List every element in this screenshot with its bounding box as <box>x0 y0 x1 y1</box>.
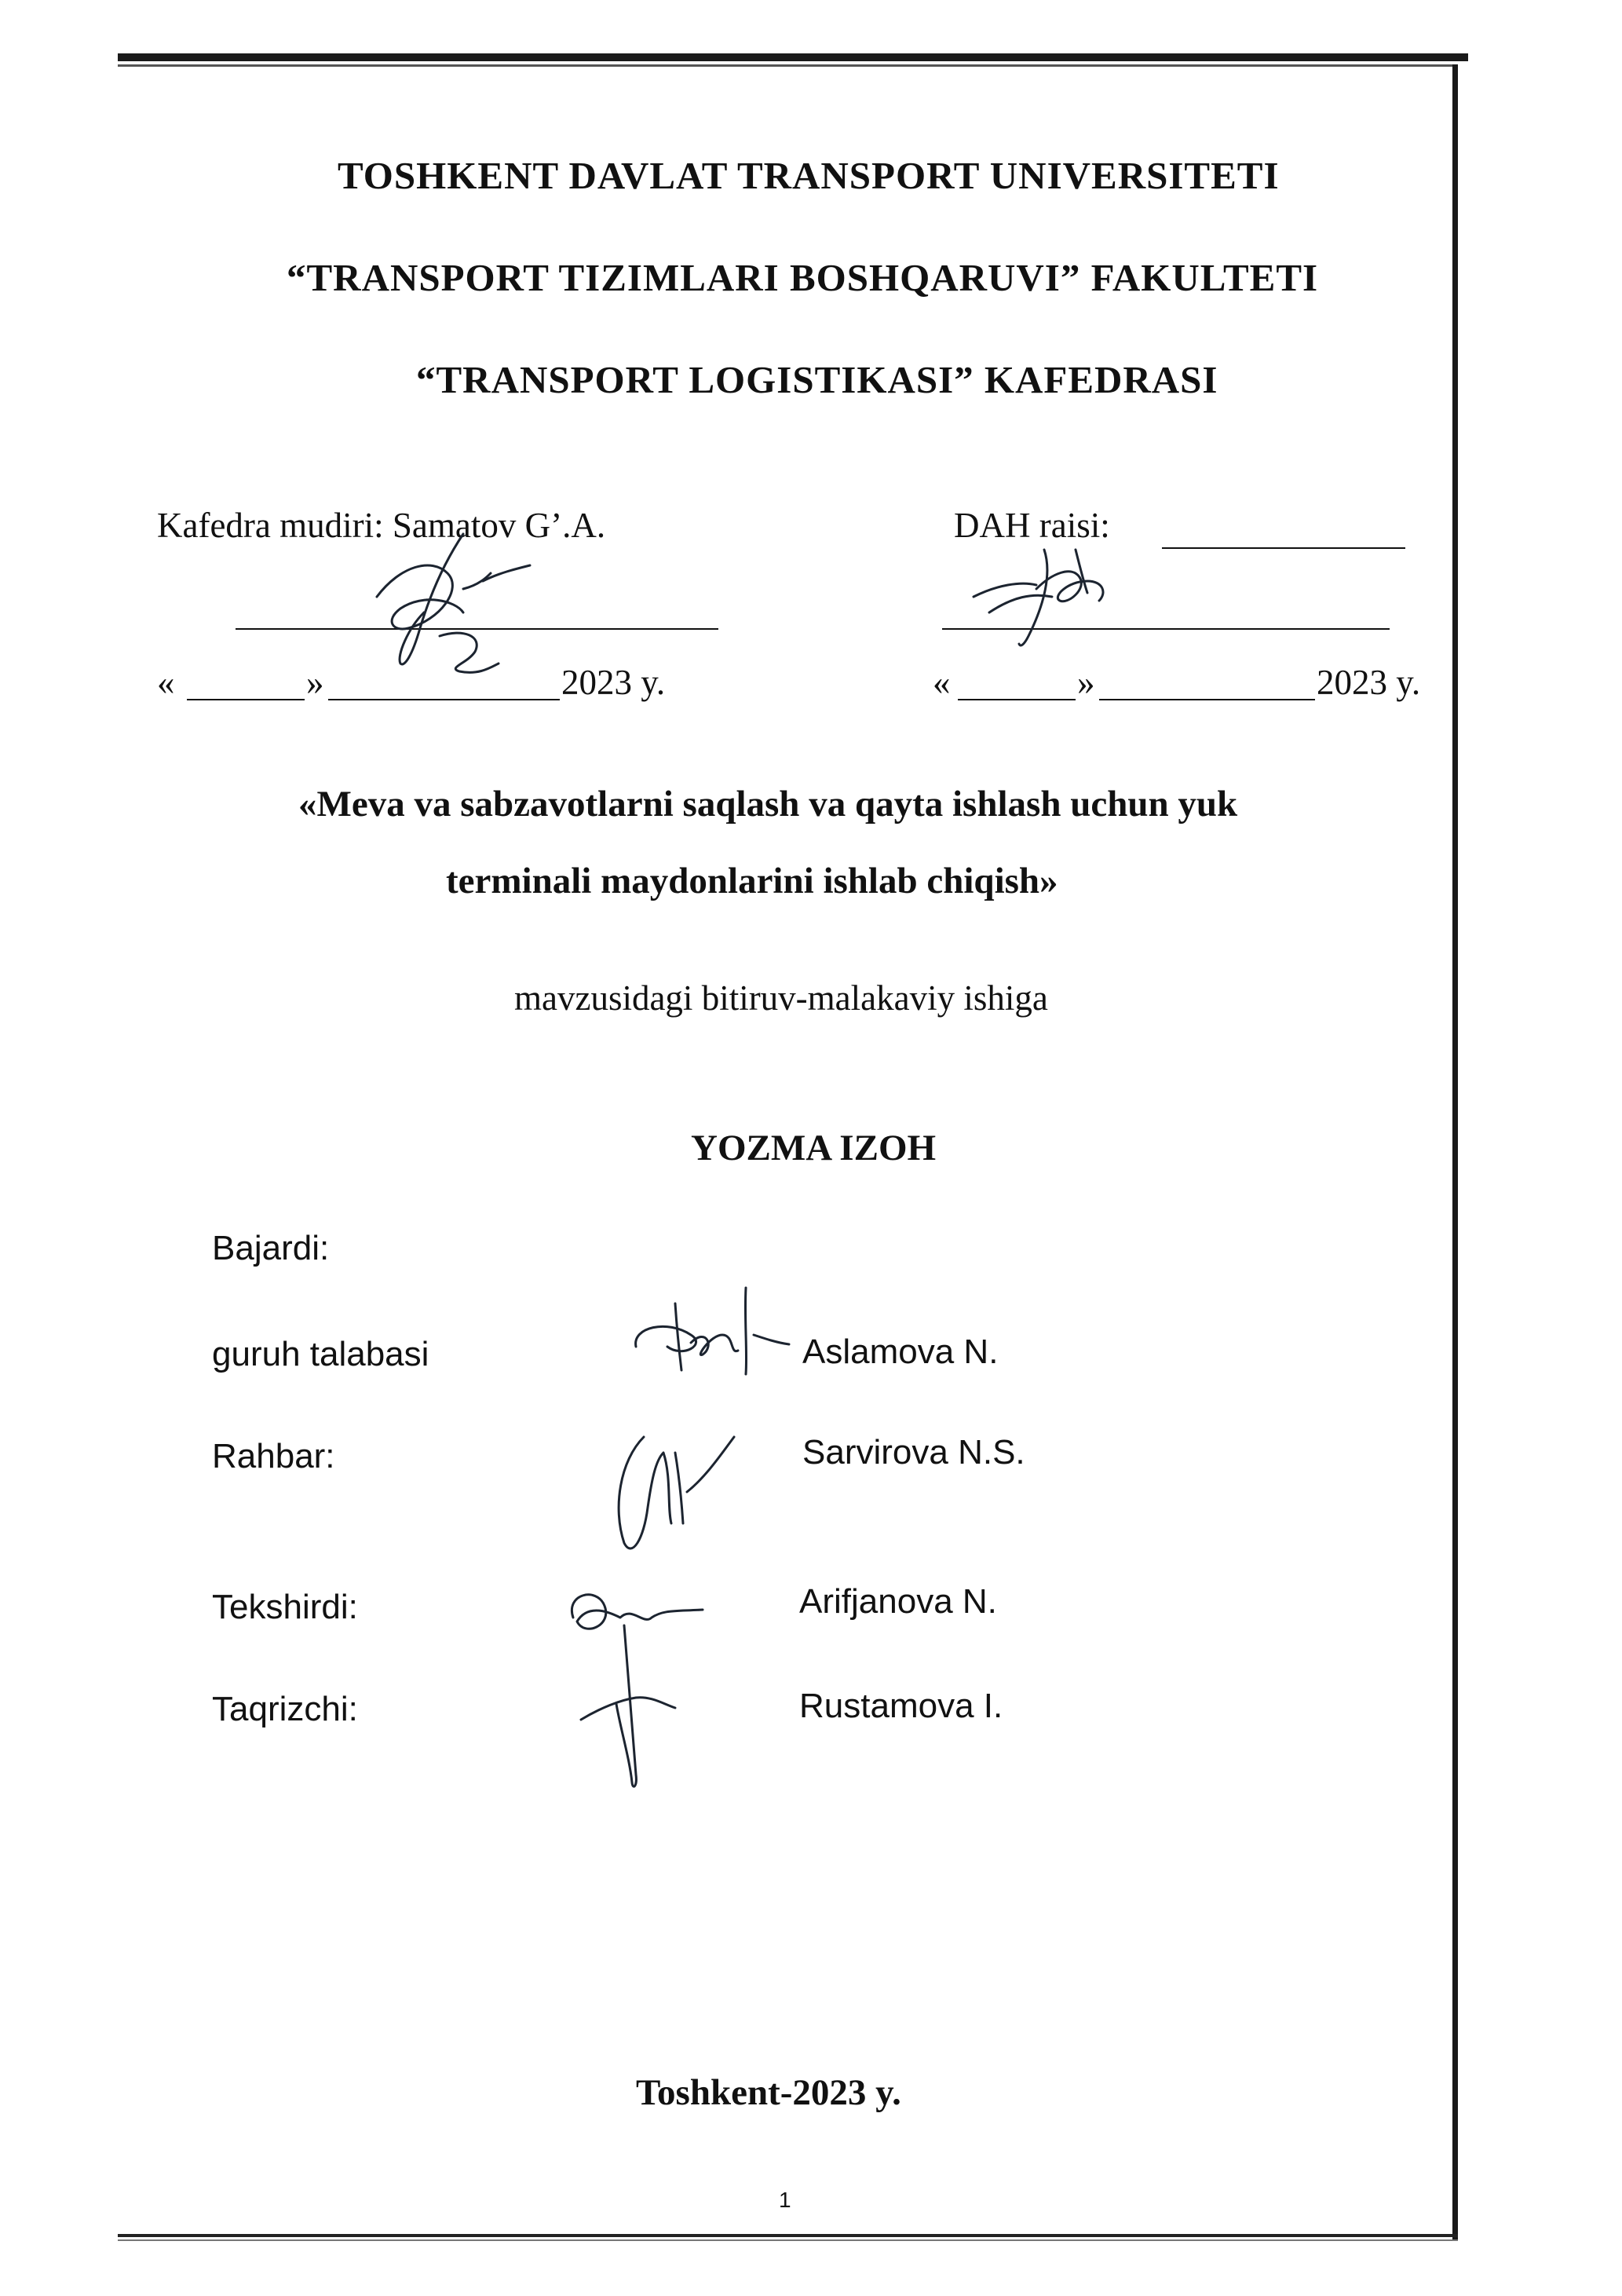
page-frame-bottom <box>118 2234 1458 2237</box>
reviewer-name: Rustamova I. <box>799 1687 1003 1725</box>
department-head-signature <box>345 510 557 691</box>
checker-label: Tekshirdi: <box>212 1588 358 1626</box>
page-number: 1 <box>779 2188 791 2212</box>
department-name: “TRANSPORT LOGISTIKASI” KAFEDRASI <box>416 358 1218 401</box>
department-head-label: Kafedra mudiri: Samatov G’.A. <box>157 506 606 545</box>
page-frame-top <box>118 53 1468 61</box>
dah-chair-signature <box>958 518 1138 660</box>
right-date-month-line <box>1099 699 1315 700</box>
right-date-open: « <box>933 663 951 702</box>
right-date-mid: » <box>1077 663 1095 702</box>
document-type-heading: YOZMA IZOH <box>691 1128 937 1168</box>
faculty-name: “TRANSPORT TIZIMLARI BOSHQARUVI” FAKULTETI <box>287 256 1319 299</box>
right-date-day-line <box>958 699 1076 700</box>
page-frame-right <box>1452 64 1458 2239</box>
university-name: TOSHKENT DAVLAT TRANSPORT UNIVERSITETI <box>338 154 1280 197</box>
page-frame-bottom-inner <box>118 2239 1458 2241</box>
dah-chair-name-line <box>1162 547 1405 549</box>
thesis-title-line-2: terminali maydonlarini ishlab chiqish» <box>446 861 1058 901</box>
checker-name: Arifjanova N. <box>799 1582 997 1621</box>
supervisor-name: Sarvirova N.S. <box>802 1433 1025 1472</box>
supervisor-signature <box>597 1406 746 1563</box>
dah-chair-label: DAH raisi: <box>954 506 1110 545</box>
left-date-mid: » <box>306 663 324 702</box>
left-date-open: « <box>157 663 175 702</box>
page-frame-top-inner <box>118 64 1452 67</box>
right-date-year: 2023 y. <box>1317 663 1421 702</box>
supervisor-label: Rahbar: <box>212 1437 335 1475</box>
performed-by-label: Bajardi: <box>212 1229 330 1267</box>
left-date-month-line <box>328 699 560 700</box>
thesis-title-line-1: «Meva va sabzavotlarni saqlash va qayta ishlash uchun yuk <box>298 784 1238 824</box>
student-label: guruh talabasi <box>212 1335 429 1373</box>
thesis-subtitle: mavzusidagi bitiruv-malakaviy ishiga <box>514 978 1048 1018</box>
reviewer-label: Taqrizchi: <box>212 1690 358 1728</box>
left-date-day-line <box>187 699 305 700</box>
student-name: Aslamova N. <box>802 1333 999 1371</box>
left-date-year: 2023 y. <box>561 663 666 702</box>
checker-reviewer-signature <box>557 1570 714 1798</box>
city-year: Toshkent-2023 y. <box>636 2072 901 2113</box>
student-signature <box>620 1272 801 1390</box>
